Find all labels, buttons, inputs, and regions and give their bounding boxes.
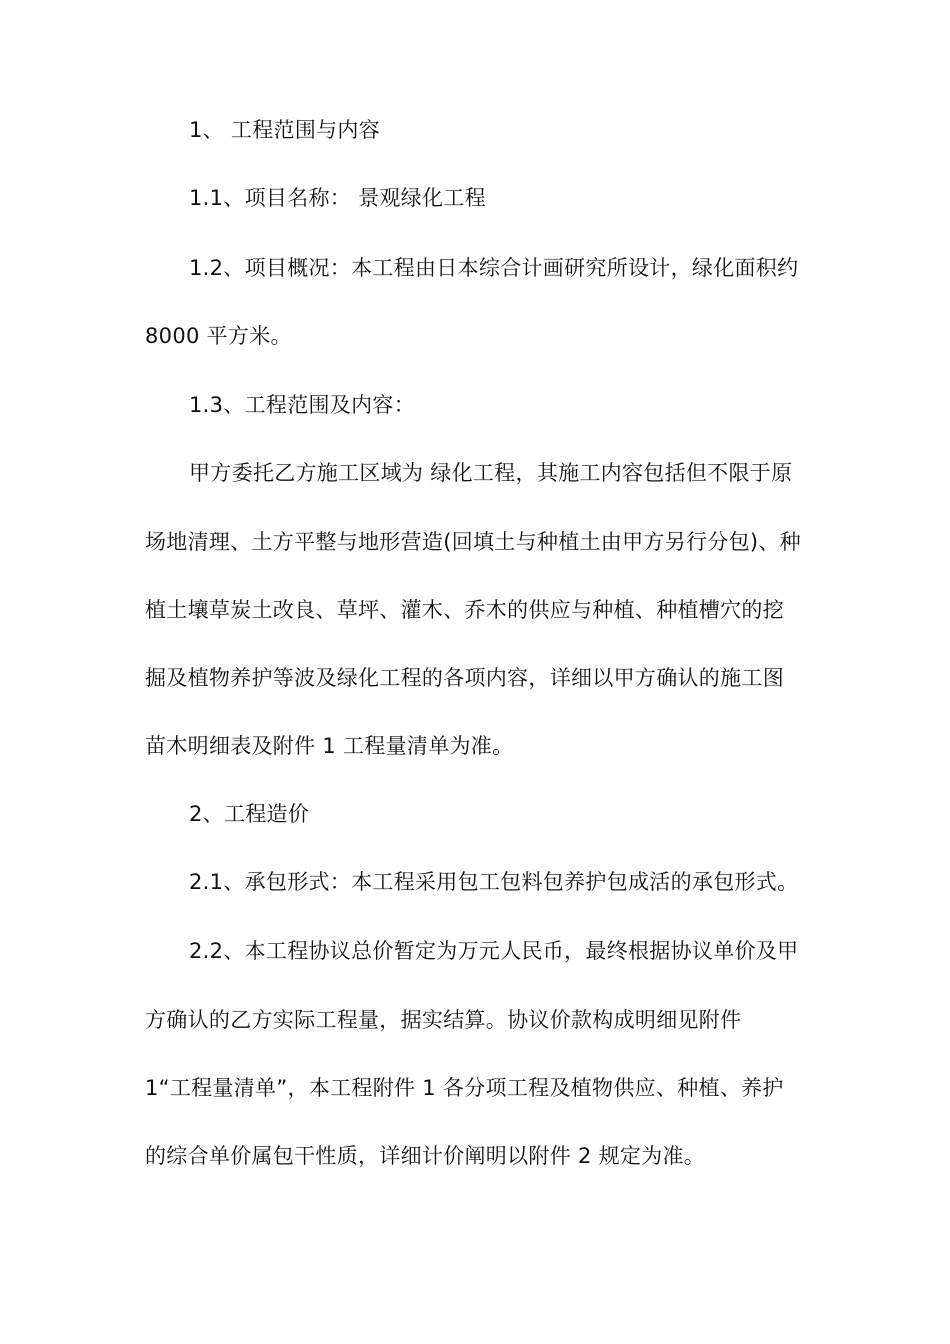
scope-paragraph-line-2: 场地清理、土方平整与地形营造(回填土与种植土由甲方另行分包)、种 [145, 530, 801, 554]
scope-paragraph-line-4: 掘及植物养护等波及绿化工程的各项内容，详细以甲方确认的施工图 [145, 666, 784, 690]
scope-paragraph-line-3: 植土壤草炭土改良、草坪、灌木、乔木的供应与种植、种植槽穴的挖 [145, 598, 784, 622]
item-2-2-price-line-3: 1“工程量清单”，本工程附件 1 各分项工程及植物供应、种植、养护 [145, 1076, 784, 1100]
section-1-heading: 1、 工程范围与内容 [189, 118, 381, 142]
scope-paragraph-line-1: 甲方委托乙方施工区域为 绿化工程，其施工内容包括但不限于原 [189, 461, 793, 485]
item-1-2-overview-line-2: 8000 平方米。 [145, 324, 292, 348]
item-2-2-price-line-4: 的综合单价属包干性质，详细计价阐明以附件 2 规定为准。 [145, 1144, 706, 1168]
item-1-3-scope-heading: 1.3、工程范围及内容： [189, 393, 415, 417]
item-1-2-overview-line-1: 1.2、项目概况：本工程由日本综合计画研究所设计，绿化面积约 [189, 256, 799, 280]
item-2-2-price-line-1: 2.2、本工程协议总价暂定为万元人民币，最终根据协议单价及甲 [189, 939, 799, 963]
item-1-1-project-name: 1.1、项目名称： 景观绿化工程 [189, 186, 486, 210]
item-2-2-price-line-2: 方确认的乙方实际工程量，据实结算。协议价款构成明细见附件 [145, 1008, 742, 1032]
item-2-1-contract-form: 2.1、承包形式：本工程采用包工包料包养护包成活的承包形式。 [189, 870, 799, 894]
section-2-heading: 2、工程造价 [189, 802, 310, 826]
scope-paragraph-line-5: 苗木明细表及附件 1 工程量清单为准。 [145, 734, 514, 758]
